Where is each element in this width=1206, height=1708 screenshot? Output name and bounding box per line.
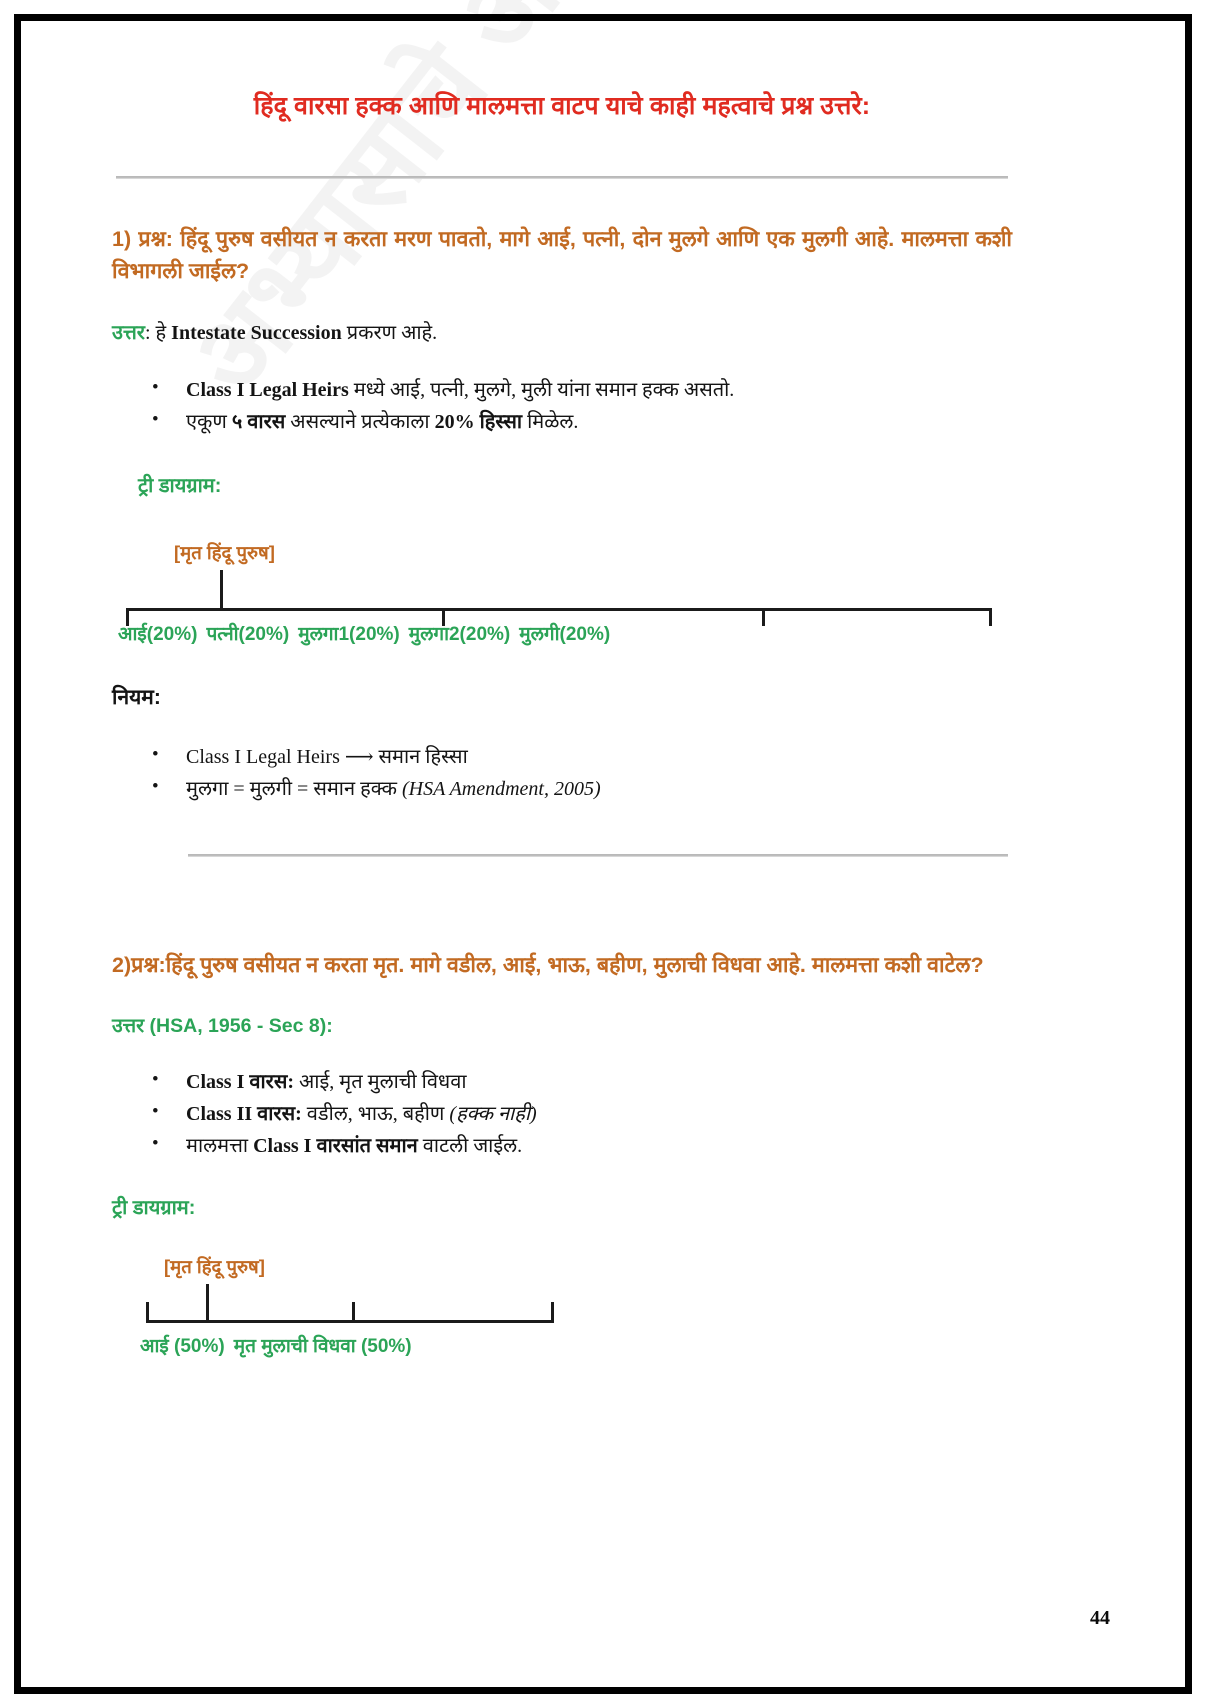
tree-branch-tick xyxy=(762,608,765,626)
question-2-tree-heading: ट्री डायग्राम: xyxy=(112,1196,196,1219)
bullet-part-2: वाटली जाईल. xyxy=(417,1135,523,1158)
question-1-rules-heading: नियम: xyxy=(112,685,161,709)
tree-leaf-label: मुलगा1(20%) xyxy=(298,623,400,645)
tree-branch-tick xyxy=(989,608,992,626)
answer-separator: : xyxy=(144,322,156,345)
bullet-part-1: मालमत्ता xyxy=(186,1135,254,1158)
question-1-heading: 1) प्रश्न: हिंदू पुरुष वसीयत न करता मरण पावतो, मागे आई, पत्नी, दोन मुलगे आणि एक मुलगी आहे. मालमत्ता कशी विभागली जाईल? xyxy=(112,226,1012,284)
rule-italic-tail: (HSA Amendment, 2005) xyxy=(401,778,601,801)
list-item xyxy=(112,374,1012,406)
bullet-part-3: मिळेल. xyxy=(522,411,579,434)
bullet-bold-lead: Class I Legal Heirs xyxy=(186,379,349,402)
tree-leaf-label: मुलगी(20%) xyxy=(519,623,611,645)
tree-leaf-labels xyxy=(140,1332,412,1358)
question-1-tree-heading: ट्री डायग्राम: xyxy=(138,474,222,497)
bullet-italic-tail: (हक्क नाही) xyxy=(449,1102,537,1125)
tree-leaf-label: पत्नी(20%) xyxy=(206,623,290,645)
bullet-bold-lead: Class II वारस: xyxy=(186,1102,302,1125)
tree-horizontal-bar xyxy=(126,608,992,611)
bullet-rest: मध्ये आई, पत्नी, मुलगे, मुली यांना समान हक्क असतो. xyxy=(348,379,735,402)
answer-label: उत्तर xyxy=(112,322,145,345)
bullet-bold-2: 20% हिस्सा xyxy=(434,411,523,434)
tree-stem xyxy=(220,570,223,608)
list-item xyxy=(112,741,1012,773)
answer-text-bold: Intestate Succession xyxy=(171,322,342,345)
tree-leaf-label: मुलगा2(20%) xyxy=(408,623,511,645)
tree-leaf-label: आई (50%) xyxy=(140,1335,225,1357)
list-item xyxy=(112,773,1012,805)
tree-leaf-labels xyxy=(118,620,610,646)
document-content xyxy=(112,78,1012,1362)
list-item xyxy=(112,1066,1012,1098)
answer-text-post: प्रकरण आहे. xyxy=(341,322,438,345)
tree-leaf-label: मृत मुलाची विधवा (50%) xyxy=(233,1335,412,1357)
rule-text: Class I Legal Heirs ⟶ समान हिस्सा xyxy=(186,745,468,768)
answer-text-pre: हे xyxy=(155,322,172,345)
bullet-rest: वडील, भाऊ, बहीण xyxy=(301,1102,450,1125)
answer-label: उत्तर (HSA, 1956 - Sec 8): xyxy=(112,1015,333,1038)
tree-leaf-label: आई(20%) xyxy=(118,623,198,645)
bullet-bold-1: Class I वारसांत समान xyxy=(253,1135,418,1158)
page-title: हिंदू वारसा हक्क आणि मालमत्ता वाटप याचे काही महत्वाचे प्रश्न उत्तरे: xyxy=(253,92,871,120)
question-1-answer xyxy=(112,318,1012,348)
question-1-tree-diagram xyxy=(112,508,1012,643)
question-2-heading: 2)प्रश्न:हिंदू पुरुष वसीयत न करता मृत. मागे वडील, आई, भाऊ, बहीण, मुलाची विधवा आहे. मालमत्ता कशी वाटेल? xyxy=(112,952,984,977)
rule-text: मुलगा = मुलगी = समान हक्क xyxy=(186,778,402,801)
page-number: 44 xyxy=(1090,1607,1110,1629)
tree-stem xyxy=(206,1284,209,1320)
list-item xyxy=(112,406,1012,438)
tree-root-label: [मृत हिंदू पुरुष] xyxy=(174,541,275,563)
question-2-answer-heading xyxy=(112,1011,1012,1041)
bullet-part-1: एकूण xyxy=(186,411,232,434)
question-1-rules-list xyxy=(112,741,1012,806)
tree-horizontal-bar xyxy=(146,1320,554,1323)
bullet-part-2: असल्याने प्रत्येकाला xyxy=(285,411,435,434)
list-item xyxy=(112,1098,1012,1130)
question-1-bullet-list xyxy=(112,374,1012,439)
bullet-rest: आई, मृत मुलाची विधवा xyxy=(294,1070,467,1093)
bullet-bold-lead: Class I वारस: xyxy=(186,1070,295,1093)
question-2-tree-diagram xyxy=(112,1232,1012,1362)
tree-branch-tick xyxy=(146,1302,149,1320)
list-item xyxy=(112,1130,1012,1162)
tree-branch-tick xyxy=(352,1302,355,1320)
tree-branch-tick xyxy=(551,1302,554,1320)
tree-root-label: [मृत हिंदू पुरुष] xyxy=(164,1255,265,1277)
bullet-bold-1: ५ वारस xyxy=(231,411,286,434)
question-2-bullet-list xyxy=(112,1066,1012,1163)
